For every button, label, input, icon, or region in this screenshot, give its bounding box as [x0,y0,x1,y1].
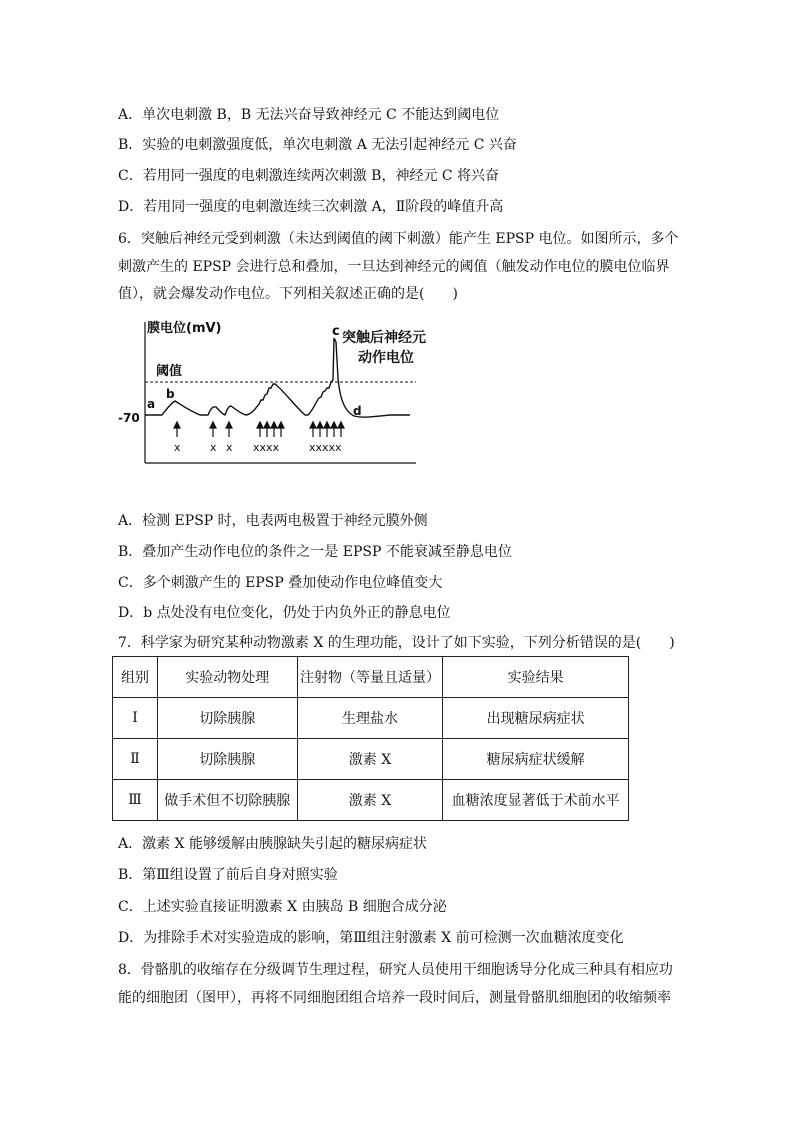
q7-option-a: A．激素 X 能够缓解由胰腺缺失引起的糖尿病症状 [118,836,427,852]
table-header: 组别 [113,657,158,698]
q6-stem-line-3: 值），就会爆发动作电位。下列相关叙述正确的是( ) [118,286,458,302]
table-header: 注射物（等量且适量） [297,657,443,698]
q8-stem-line-1: 8．骨骼肌的收缩存在分级调节生理过程，研究人员使用干细胞诱导分化成三种具有相应功 [118,962,673,978]
q6-stem-line-1: 6．突触后神经元受到刺激（未达到阈值的阈下刺激）能产生 EPSP 电位。如图所示，多个 [118,231,679,247]
table-cell: 切除胰腺 [157,739,297,780]
action-potential-annotation-line-1: 突触后神经元 [342,330,426,346]
stimulus-arrow [226,422,232,437]
point-c-label: c [332,324,340,339]
stimulus-arrows [174,422,344,437]
q7-option-d: D．为排除手术对实验造成的影响，第Ⅲ组注射激素 X 前可检测一次血糖浓度变化 [118,930,624,946]
q6-option-d: D．b 点处没有电位变化，仍处于内负外正的静息电位 [118,605,451,621]
table-cell: 做手术但不切除胰腺 [157,780,297,821]
point-b-label: b [166,387,175,401]
stimulus-arrow [310,422,316,437]
table-cell: 血糖浓度显著低于术前水平 [443,780,629,821]
table-cell: Ⅰ [113,698,158,739]
table-cell: Ⅲ [113,780,158,821]
q5-option-d: D．若用同一强度的电刺激连续三次刺激 A，Ⅱ阶段的峰值升高 [118,199,504,215]
stimulus-arrow [271,422,277,437]
table-cell: 激素 X [297,780,443,821]
experiment-table [112,656,629,821]
q6-option-a: A．检测 EPSP 时，电表两电极置于神经元膜外侧 [118,513,428,529]
stimulus-arrow [317,422,323,437]
stimulus-label: x [226,441,233,454]
q7-option-c: C．上述实验直接证明激素 X 由胰岛 B 细胞合成分泌 [118,899,447,915]
q5-option-c: C．若用同一强度的电刺激连续两次刺激 B，神经元 C 将兴奋 [118,168,500,184]
table-header-row [113,657,629,698]
stimulus-arrow [174,422,180,437]
y-axis-label: 膜电位(mV) [147,321,222,336]
stimulus-arrow [210,422,216,437]
action-potential-annotation-line-2: 动作电位 [358,350,414,366]
epsp-membrane-potential-figure [118,318,428,470]
table-cell: 糖尿病症状缓解 [443,739,629,780]
table-cell: 生理盐水 [297,698,443,739]
stimulus-label: x [210,441,217,454]
q6-stem-line-2: 刺激产生的 EPSP 会进行总和叠加，一旦达到神经元的阈值（触发动作电位的膜电位临界 [118,259,670,275]
table-header: 实验结果 [443,657,629,698]
q6-option-b: B．叠加产生动作电位的条件之一是 EPSP 不能衰减至静息电位 [118,544,512,560]
threshold-label: 阈值 [156,364,183,379]
table-cell: Ⅱ [113,739,158,780]
q6-option-c: C．多个刺激产生的 EPSP 叠加使动作电位峰值变大 [118,575,443,591]
resting-potential-label: -70 [118,411,140,425]
stimulus-arrow [324,422,330,437]
table-row [113,739,629,780]
q7-option-b: B．第Ⅲ组设置了前后自身对照实验 [118,867,338,883]
table-row [113,780,629,821]
stimulus-arrow [331,422,337,437]
stimulus-arrow [264,422,270,437]
q7-stem: 7．科学家为研究某种动物激素 X 的生理功能，设计了如下实验，下列分析错误的是( ) [118,635,675,651]
point-a-label: a [147,397,156,411]
q5-option-b: B．实验的电刺激强度低，单次电刺激 A 无法引起神经元 C 兴奋 [118,137,517,153]
table-cell: 出现糖尿病症状 [443,698,629,739]
stimulus-label: xxxx [253,441,280,454]
table-cell: 切除胰腺 [157,698,297,739]
stimulus-label: xxxxx [309,441,342,454]
point-d-label: d [353,404,362,418]
stimulus-arrow [278,422,284,437]
stimulus-arrow [338,422,344,437]
table-cell: 激素 X [297,739,443,780]
stimulus-arrow [257,422,263,437]
table-header: 实验动物处理 [157,657,297,698]
table-row [113,698,629,739]
q5-option-a: A．单次电刺激 B，B 无法兴奋导致神经元 C 不能达到阈电位 [118,107,500,123]
q8-stem-line-2: 能的细胞团（图甲），再将不同细胞团组合培养一段时间后，测量骨骼肌细胞团的收缩频率 [118,990,671,1006]
stimulus-label: x [174,441,181,454]
